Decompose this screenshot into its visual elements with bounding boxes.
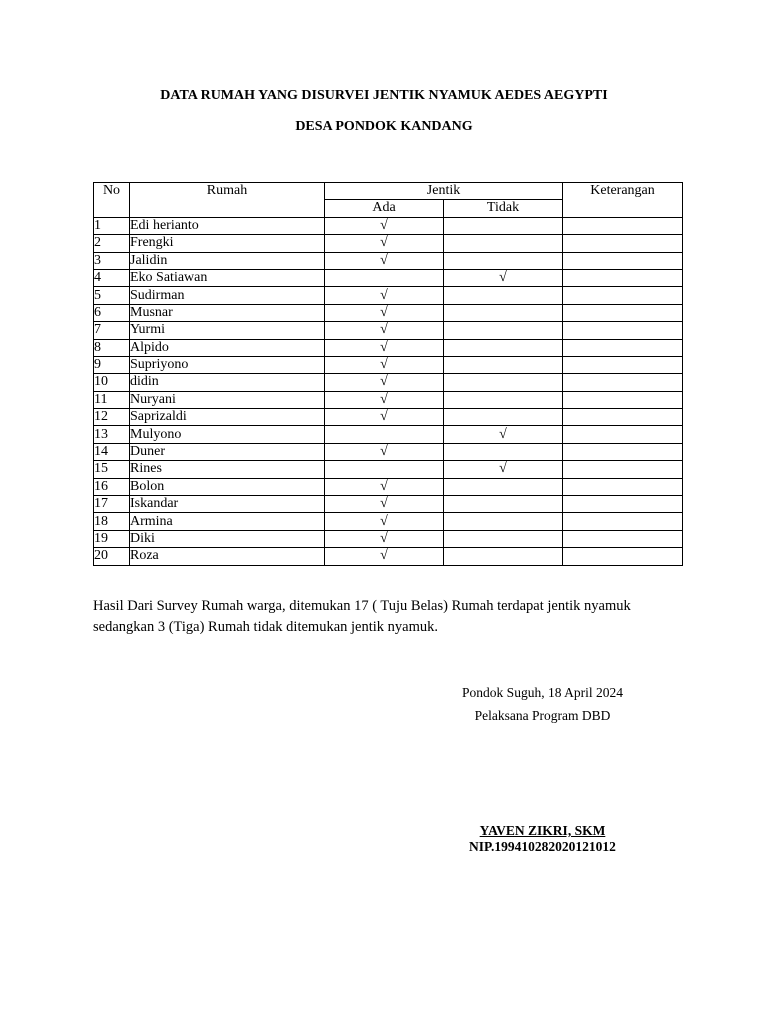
jentik-ada-mark: √ — [325, 374, 444, 391]
row-number: 4 — [94, 269, 130, 286]
table-row — [94, 513, 683, 530]
row-number: 15 — [94, 461, 130, 478]
jentik-tidak-mark — [444, 304, 563, 321]
jentik-ada-mark — [325, 426, 444, 443]
house-owner-name: Bolon — [130, 478, 325, 495]
jentik-tidak-mark — [444, 287, 563, 304]
keterangan-cell — [563, 322, 683, 339]
row-number: 5 — [94, 287, 130, 304]
house-owner-name: Mulyono — [130, 426, 325, 443]
jentik-tidak-mark — [444, 496, 563, 513]
table-row — [94, 269, 683, 286]
jentik-ada-mark: √ — [325, 496, 444, 513]
keterangan-cell — [563, 235, 683, 252]
jentik-ada-mark: √ — [325, 548, 444, 565]
table-row — [94, 356, 683, 373]
row-number: 13 — [94, 426, 130, 443]
house-owner-name: Yurmi — [130, 322, 325, 339]
house-owner-name: Jalidin — [130, 252, 325, 269]
table-row — [94, 409, 683, 426]
row-number: 7 — [94, 322, 130, 339]
header-rumah: Rumah — [130, 183, 325, 218]
jentik-ada-mark — [325, 269, 444, 286]
keterangan-cell — [563, 461, 683, 478]
jentik-ada-mark: √ — [325, 409, 444, 426]
jentik-tidak-mark — [444, 548, 563, 565]
house-owner-name: Armina — [130, 513, 325, 530]
keterangan-cell — [563, 530, 683, 547]
house-owner-name: Iskandar — [130, 496, 325, 513]
row-number: 14 — [94, 443, 130, 460]
house-owner-name: Diki — [130, 530, 325, 547]
survey-table-body — [94, 217, 683, 565]
signature-name: YAVEN ZIKRI, SKM — [479, 823, 606, 838]
table-row — [94, 530, 683, 547]
jentik-tidak-mark — [444, 356, 563, 373]
jentik-ada-mark: √ — [325, 304, 444, 321]
jentik-tidak-mark — [444, 339, 563, 356]
table-row — [94, 252, 683, 269]
summary-paragraph: Hasil Dari Survey Rumah warga, ditemukan 17 ( Tuju Belas) Rumah terdapat jentik nyamuk sedangkan 3 (Tiga) Rumah tidak ditemukan jentik nyamuk. — [93, 598, 631, 635]
table-row — [94, 217, 683, 234]
table-row — [94, 478, 683, 495]
house-owner-name: Saprizaldi — [130, 409, 325, 426]
house-owner-name: Rines — [130, 461, 325, 478]
header-keterangan: Keterangan — [563, 183, 683, 218]
house-owner-name: Supriyono — [130, 356, 325, 373]
jentik-tidak-mark — [444, 409, 563, 426]
house-owner-name: Eko Satiawan — [130, 269, 325, 286]
jentik-ada-mark: √ — [325, 513, 444, 530]
house-owner-name: didin — [130, 374, 325, 391]
table-row — [94, 235, 683, 252]
keterangan-cell — [563, 252, 683, 269]
row-number: 8 — [94, 339, 130, 356]
jentik-ada-mark: √ — [325, 478, 444, 495]
keterangan-cell — [563, 217, 683, 234]
signature-place-date: Pondok Suguh, 18 April 2024 — [462, 685, 623, 700]
table-row — [94, 496, 683, 513]
signature-role: Pelaksana Program DBD — [474, 708, 611, 723]
jentik-ada-mark: √ — [325, 217, 444, 234]
row-number: 6 — [94, 304, 130, 321]
jentik-tidak-mark: √ — [444, 461, 563, 478]
jentik-ada-mark: √ — [325, 530, 444, 547]
table-row — [94, 339, 683, 356]
house-owner-name: Nuryani — [130, 391, 325, 408]
jentik-tidak-mark — [444, 530, 563, 547]
row-number: 16 — [94, 478, 130, 495]
table-row — [94, 426, 683, 443]
jentik-tidak-mark — [444, 478, 563, 495]
table-row — [94, 443, 683, 460]
house-owner-name: Alpido — [130, 339, 325, 356]
jentik-ada-mark: √ — [325, 391, 444, 408]
keterangan-cell — [563, 548, 683, 565]
header-tidak: Tidak — [444, 200, 563, 217]
row-number: 19 — [94, 530, 130, 547]
signature-nip: NIP.199410282020121012 — [469, 839, 616, 854]
header-no: No — [94, 183, 130, 218]
jentik-ada-mark: √ — [325, 339, 444, 356]
keterangan-cell — [563, 356, 683, 373]
jentik-tidak-mark — [444, 235, 563, 252]
house-owner-name: Sudirman — [130, 287, 325, 304]
keterangan-cell — [563, 339, 683, 356]
row-number: 3 — [94, 252, 130, 269]
jentik-ada-mark: √ — [325, 356, 444, 373]
keterangan-cell — [563, 409, 683, 426]
table-row — [94, 287, 683, 304]
jentik-tidak-mark — [444, 217, 563, 234]
header-jentik: Jentik — [325, 183, 563, 200]
row-number: 2 — [94, 235, 130, 252]
keterangan-cell — [563, 269, 683, 286]
table-row — [94, 322, 683, 339]
table-row — [94, 391, 683, 408]
jentik-tidak-mark: √ — [444, 426, 563, 443]
jentik-tidak-mark — [444, 374, 563, 391]
jentik-tidak-mark — [444, 322, 563, 339]
jentik-tidak-mark — [444, 391, 563, 408]
table-row — [94, 548, 683, 565]
row-number: 20 — [94, 548, 130, 565]
jentik-tidak-mark — [444, 252, 563, 269]
keterangan-cell — [563, 443, 683, 460]
house-owner-name: Musnar — [130, 304, 325, 321]
survey-table — [93, 182, 683, 566]
jentik-tidak-mark — [444, 443, 563, 460]
row-number: 10 — [94, 374, 130, 391]
jentik-ada-mark: √ — [325, 443, 444, 460]
table-row — [94, 461, 683, 478]
document-subtitle: DESA PONDOK KANDANG — [295, 119, 473, 134]
jentik-ada-mark: √ — [325, 287, 444, 304]
row-number: 11 — [94, 391, 130, 408]
jentik-tidak-mark: √ — [444, 269, 563, 286]
keterangan-cell — [563, 478, 683, 495]
keterangan-cell — [563, 426, 683, 443]
keterangan-cell — [563, 391, 683, 408]
keterangan-cell — [563, 374, 683, 391]
house-owner-name: Frengki — [130, 235, 325, 252]
house-owner-name: Edi herianto — [130, 217, 325, 234]
jentik-ada-mark — [325, 461, 444, 478]
keterangan-cell — [563, 287, 683, 304]
keterangan-cell — [563, 496, 683, 513]
header-ada: Ada — [325, 200, 444, 217]
table-row — [94, 304, 683, 321]
row-number: 1 — [94, 217, 130, 234]
jentik-tidak-mark — [444, 513, 563, 530]
row-number: 12 — [94, 409, 130, 426]
keterangan-cell — [563, 513, 683, 530]
table-row — [94, 374, 683, 391]
jentik-ada-mark: √ — [325, 252, 444, 269]
house-owner-name: Roza — [130, 548, 325, 565]
row-number: 18 — [94, 513, 130, 530]
house-owner-name: Duner — [130, 443, 325, 460]
row-number: 9 — [94, 356, 130, 373]
document-title: DATA RUMAH YANG DISURVEI JENTIK NYAMUK AEDES AEGYPTI — [160, 88, 608, 103]
jentik-ada-mark: √ — [325, 235, 444, 252]
row-number: 17 — [94, 496, 130, 513]
keterangan-cell — [563, 304, 683, 321]
jentik-ada-mark: √ — [325, 322, 444, 339]
